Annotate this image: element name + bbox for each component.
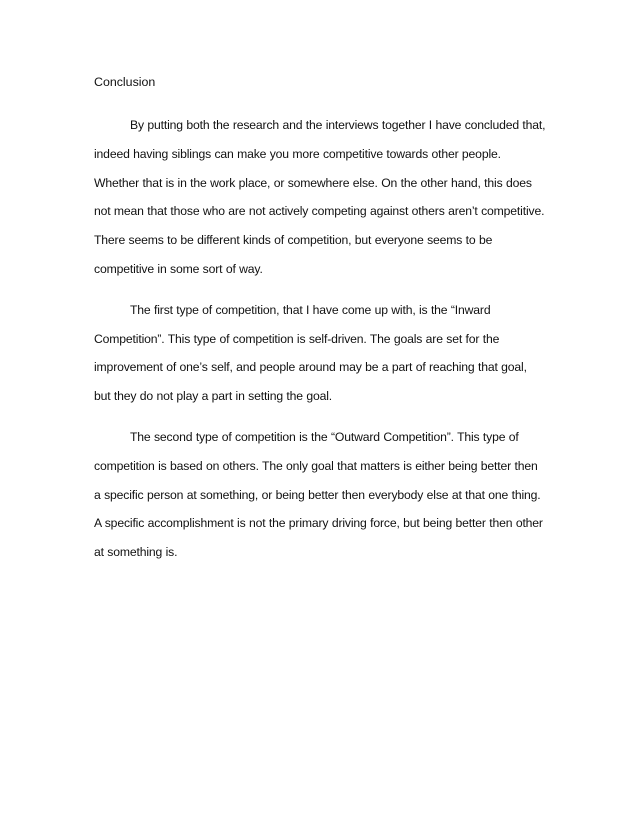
section-heading: Conclusion xyxy=(94,75,156,89)
paragraph-outward-competition: The second type of competition is the “Outward Competition”. This type of competition is based on others. The only goal that matters is either being better then a specific person at something, or being better then everybody else at that one thing. A specific accomplishment is not the primary driving force, but being better then other at something is. xyxy=(94,429,543,560)
paragraph-inward-competition: The first type of competition, that I have come up with, is the “Inward Competition”. This type of competition is self-driven. The goals are set for the improvement of one’s self, and people around may be a part of reaching that goal, but they do not play a part in setting the goal. xyxy=(94,302,527,404)
document-body xyxy=(94,74,546,579)
paragraph-conclusion-summary: By putting both the research and the interviews together I have concluded that, indeed having siblings can make you more competitive towards other people. Whether that is in the work place, or somewhere else. On the other hand, this does not mean that those who are not actively competing against others aren’t competitive. There seems to be different kinds of competition, but everyone seems to be competitive in some sort of way. xyxy=(94,118,546,276)
